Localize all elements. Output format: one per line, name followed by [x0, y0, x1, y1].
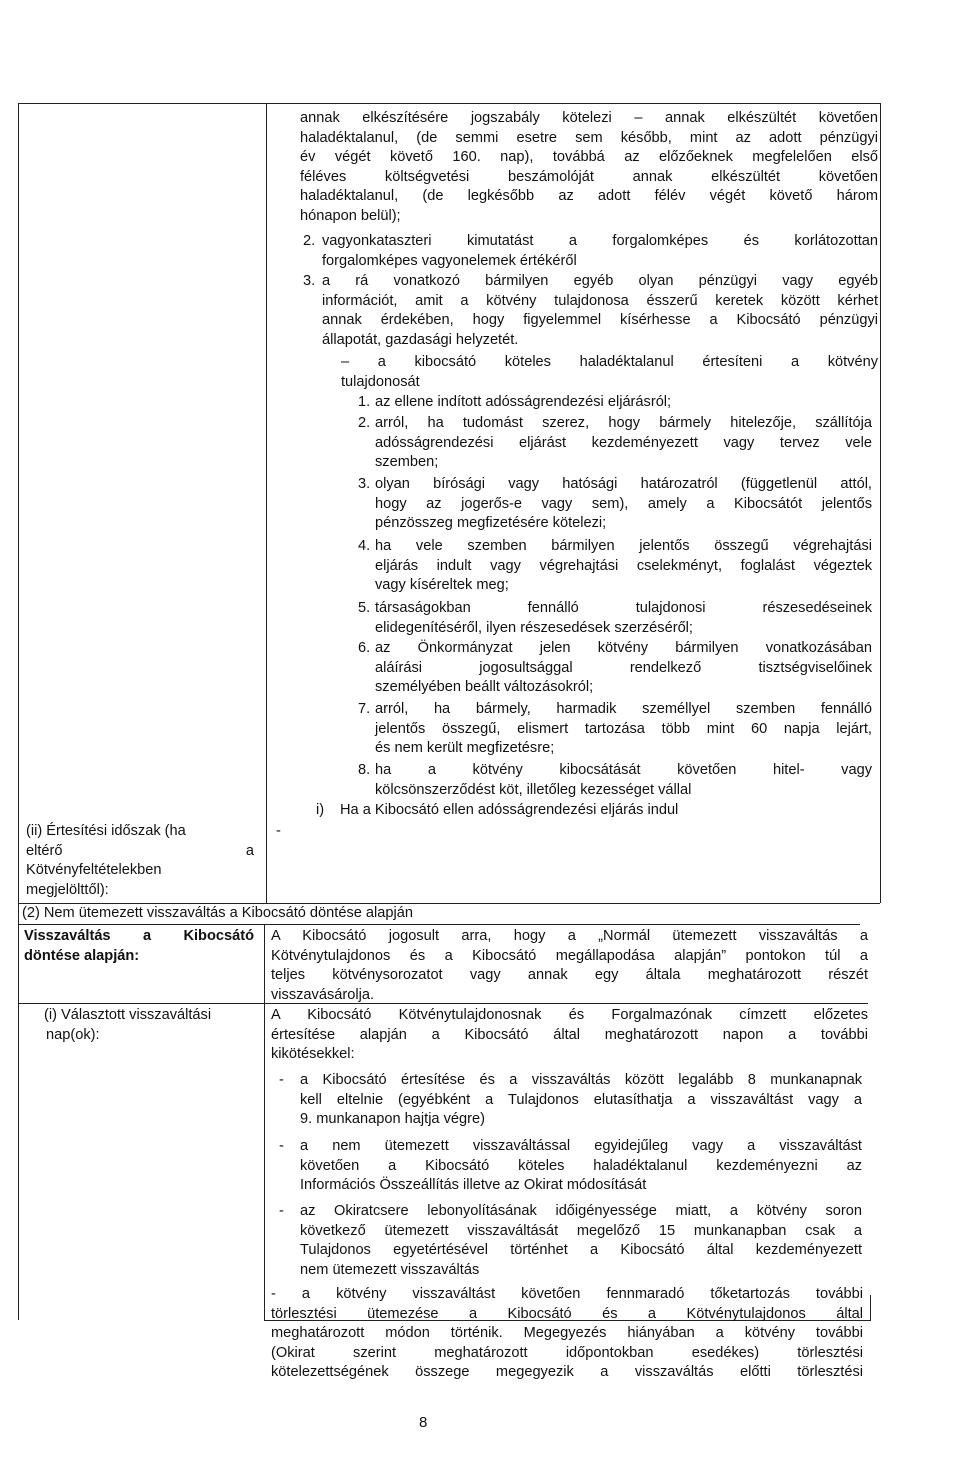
- sub-item-7-text: [375, 700, 872, 759]
- text-line: a Kibocsátó értesítése és a visszaváltás között legalább 8 munkanapnak: [300, 1072, 862, 1088]
- text-line: (ii) Értesítési időszak (ha: [26, 823, 186, 839]
- top-intro-text: [300, 109, 878, 227]
- bullet-2-mark: -: [279, 1138, 284, 1154]
- text-line: aláírási jogosultsággal rendelkező tisztségviselőinek: [375, 659, 872, 676]
- section-2-title: (2) Nem ütemezett visszaváltás a Kibocsátó döntése alapján: [22, 905, 413, 921]
- notice-period-value: -: [276, 823, 281, 839]
- text-line: - a kötvény visszaváltást követően fennmaradó tőketartozás további: [271, 1286, 863, 1302]
- text-line: hónapon belül);: [300, 207, 401, 224]
- text-line: társaságokban fennálló tulajdonosi részesedéseinek: [375, 600, 872, 616]
- text-line: és nem került megfizetésre;: [375, 740, 555, 757]
- chosen-days-tail: [271, 1285, 863, 1383]
- text-line: kötelezettségének összege megegyezik a visszaváltás előtti törlesztési: [271, 1364, 863, 1381]
- text-line: törlesztési ütemezése a Kibocsátó és a Kötvénytulajdonos által: [271, 1305, 863, 1322]
- text-line: arról, ha tudomást szerez, hogy bármely hitelezője, szállítója: [375, 415, 872, 431]
- redemption-label: [24, 927, 254, 966]
- text-line: kell eltelnie (egyébként a Tulajdonos elutasíthatja a visszaváltást vagy a: [300, 1091, 862, 1108]
- sub-item-6-number: 6.: [358, 640, 371, 656]
- sub-item-8-text: [375, 761, 872, 800]
- table-column-divider-lower: [264, 924, 265, 1320]
- text-line: (Okirat szerint meghatározott időpontokban esedékes) törlesztési: [271, 1344, 863, 1361]
- text-line: ha a kötvény kibocsátását követően hitel- vagy: [375, 762, 872, 778]
- text-line: év végét követő 160. nap), továbbá az előzőeknek megfelelően első: [300, 149, 878, 166]
- text-line: hogy az jogerős-e vagy sem), amely a Kibocsátót jelentős: [375, 495, 872, 512]
- sub-item-5-number: 5.: [358, 600, 371, 616]
- text-line: – a kibocsátó köteles haladéktalanul értesíteni a kötvény: [341, 354, 878, 370]
- sub-item-7-number: 7.: [358, 701, 371, 717]
- text-line: annak elkészítésére jogszabály kötelezi – annak elkészültét követően: [300, 110, 878, 126]
- text-line: személyében beállt változásokról;: [375, 679, 594, 696]
- sub-item-4-number: 4.: [358, 538, 371, 554]
- text-line: értesítése alapján a Kibocsátó által meghatározott napon a további: [271, 1026, 868, 1043]
- table-right-rule-upper: [880, 103, 881, 903]
- bullet-3-text: [300, 1202, 862, 1280]
- text-line: Kötvénytulajdonos és a Kibocsátó megállapodása alapján” pontokon túl a: [271, 947, 868, 964]
- text-line: a nem ütemezett visszaváltással egyidejűleg vagy a visszaváltást: [300, 1138, 862, 1154]
- text-line: Kötvényfeltételekben: [26, 862, 162, 879]
- text-line: elidegenítéséről, ilyen részesedések szerzéséről;: [375, 619, 693, 636]
- list-item-2-text: [322, 232, 878, 271]
- text-line: arról, ha bármely, harmadik személlyel szemben fennálló: [375, 701, 872, 717]
- text-line: forgalomképes vagyonelemek értékéről: [322, 252, 577, 269]
- text-line: követően a Kibocsátó köteles haladéktalanul kezdeményezni az: [300, 1157, 862, 1174]
- sub-item-2-text: [375, 414, 872, 473]
- list-item-i-text: Ha a Kibocsátó ellen adósságrendezési eljárás indul: [340, 802, 679, 818]
- text-line: kölcsönszerződést köt, illetőleg kezességet vállal: [375, 781, 692, 798]
- page-number: 8: [419, 1414, 428, 1431]
- text-line: 9. munkanapon hajtja végre): [300, 1111, 485, 1128]
- table-right-rule-lower: [870, 1295, 871, 1320]
- text-line: szemben;: [375, 454, 439, 471]
- notice-period-label: [26, 822, 260, 900]
- text-line: megjelölttől):: [26, 881, 109, 898]
- text-line: információt, amit a kötvény tulajdonosa ésszerű keretek között kérhet: [322, 292, 878, 309]
- chosen-days-label: [44, 1006, 258, 1045]
- text-line: az Okiratcsere lebonyolításának időigényessége miatt, a kötvény soron: [300, 1203, 862, 1219]
- text-line: az ellene indított adósságrendezési eljárásról;: [375, 394, 672, 410]
- sub-item-5-text: [375, 599, 872, 638]
- table-left-rule: [18, 103, 19, 1320]
- list-item-3-text: [322, 272, 878, 350]
- sub-item-3-number: 3.: [358, 476, 371, 492]
- bullet-3-mark: -: [279, 1203, 284, 1219]
- text-line: jelentős összegű, elismert tartozása több mint 60 napja lejárt,: [375, 720, 872, 737]
- text-line: az Önkormányzat jelen kötvény bármilyen vonatkozásában: [375, 640, 872, 656]
- bullet-1-mark: -: [279, 1072, 284, 1088]
- table-top-rule: [18, 103, 880, 104]
- sub-item-1-text: [375, 393, 878, 413]
- sub-item-1-number: 1.: [358, 394, 371, 410]
- text-line: meghatározott módon történik. Megegyezés hiányában a kötvény további: [271, 1325, 863, 1342]
- text-line: állapotát, gazdasági helyzetét.: [322, 331, 519, 348]
- text-line: haladéktalanul, (de legkésőbb az adott félév végét követő három: [300, 188, 878, 205]
- text-line: kikötésekkel:: [271, 1046, 355, 1063]
- text-line: döntése alapján:: [24, 947, 140, 964]
- text-line: (i) Választott visszaváltási: [44, 1007, 212, 1023]
- text-line: A Kibocsátó Kötvénytulajdonosnak és Forgalmazónak címzett előzetes: [271, 1007, 868, 1023]
- text-line: olyan bírósági vagy hatósági határozatról (függetlenül attól,: [375, 476, 872, 492]
- text-line: tulajdonosát: [341, 373, 420, 390]
- table-column-divider-upper: [266, 103, 267, 904]
- list-item-3-number: 3.: [303, 273, 316, 289]
- sub-item-4-text: [375, 537, 872, 596]
- text-line: nem ütemezett visszaváltás: [300, 1261, 480, 1278]
- redemption-text: [271, 927, 868, 1005]
- text-line: teljes kötvénysorozatot vagy annak egy általa meghatározott részét: [271, 967, 868, 984]
- notification-obligation: [341, 353, 878, 392]
- bullet-1-text: [300, 1071, 862, 1130]
- sub-item-8-number: 8.: [358, 762, 371, 778]
- text-line: Visszaváltás a Kibocsátó: [24, 928, 254, 944]
- text-line: visszavásárolja.: [271, 986, 375, 1003]
- text-line: eljárás indult vagy végrehajtási cselekményt, foglalást végeztek: [375, 557, 872, 574]
- text-line: eltérő a: [26, 842, 254, 859]
- list-item-i-marker: i): [316, 802, 325, 818]
- text-line: következő ütemezett visszaváltását megelőző 15 munkanapban csak a: [300, 1222, 862, 1239]
- text-line: adósságrendezési eljárást kezdeményezett vagy tervez vele: [375, 434, 872, 451]
- text-line: vagy kíséreltek meg;: [375, 577, 509, 594]
- sub-item-2-number: 2.: [358, 415, 371, 431]
- text-line: a rá vonatkozó bármilyen egyéb olyan pénzügyi vagy egyéb: [322, 273, 878, 289]
- text-line: haladéktalanul, (de semmi esetre sem később, mint az adott pénzügyi: [300, 129, 878, 146]
- text-line: ha vele szemben bármilyen jelentős összegű végrehajtási: [375, 538, 872, 554]
- sub-item-6-text: [375, 639, 872, 698]
- chosen-days-intro: [271, 1006, 868, 1065]
- text-line: féléves költségvetési beszámolóját annak elkészültét követően: [300, 168, 878, 185]
- list-item-2-number: 2.: [303, 233, 316, 249]
- text-line: annak érdekében, hogy figyelemmel kísérhesse a Kibocsátó pénzügyi: [322, 312, 878, 329]
- rule-below-section-2: [18, 924, 860, 925]
- text-line: vagyonkataszteri kimutatást a forgalomképes és korlátozottan: [322, 233, 878, 249]
- text-line: nap(ok):: [46, 1026, 100, 1043]
- text-line: A Kibocsátó jogosult arra, hogy a „Normál ütemezett visszaváltás a: [271, 928, 868, 944]
- text-line: Tulajdonos egyetértésével történhet a Kibocsátó által kezdeményezett: [300, 1242, 862, 1259]
- text-line: pénzösszeg megfizetésére kötelezi;: [375, 515, 607, 532]
- bullet-2-text: [300, 1137, 862, 1196]
- text-line: Információs Összeállítás illetve az Okirat módosítását: [300, 1177, 647, 1194]
- sub-item-3-text: [375, 475, 872, 534]
